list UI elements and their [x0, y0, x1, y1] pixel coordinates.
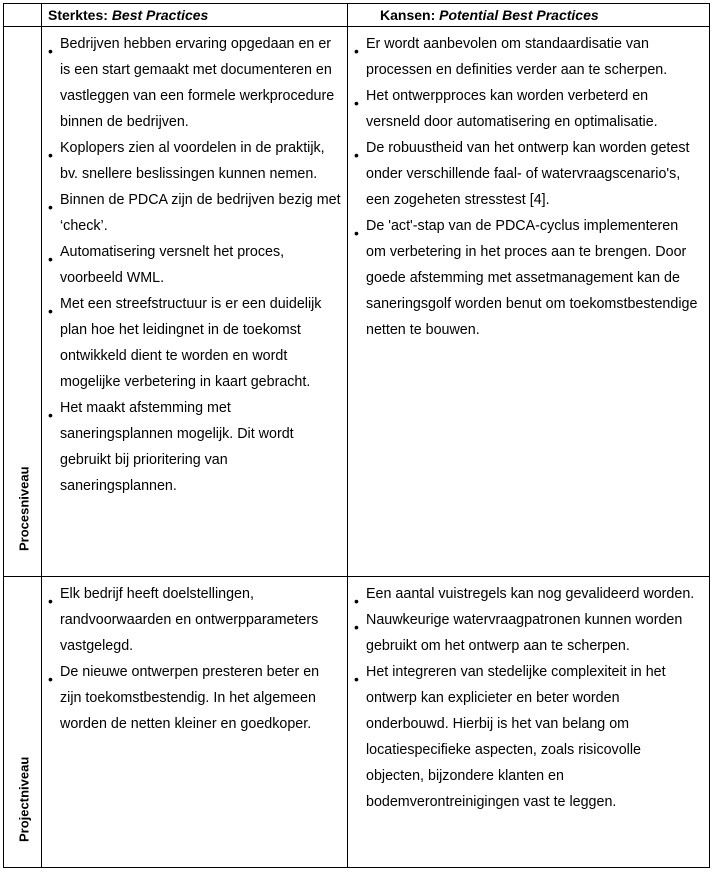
kansen-list [348, 27, 709, 343]
row-label-cell [4, 27, 42, 577]
header-kansen-prefix: Kansen: [380, 7, 440, 23]
list-item-text: Bedrijven hebben ervaring opgedaan en er is een start gemaakt met documenteren en vastleggen van een formele werkprocedure binnen de bedrijven. [60, 36, 335, 130]
list-item-text: Het ontwerpproces kan worden verbeterd en versneld door automatisering en optimalisatie. [366, 88, 658, 130]
list-item [48, 31, 341, 135]
row-projectniveau [4, 577, 710, 868]
list-item [354, 659, 701, 815]
list-item [48, 395, 341, 499]
header-empty-cell [4, 4, 42, 27]
bullet-icon: • [354, 147, 359, 163]
bullet-icon: • [48, 303, 53, 319]
header-kansen-italic: Potential Best Practices [439, 7, 599, 23]
row-procesniveau [4, 27, 710, 577]
list-item-text: Koplopers zien al voordelen in de praktijk, bv. snellere beslissingen kunnen nemen. [60, 140, 325, 182]
list-item [354, 607, 701, 659]
header-sterktes-prefix: Sterktes: [48, 7, 112, 23]
sterktes-list [42, 27, 347, 499]
list-item [354, 135, 701, 213]
header-kansen [348, 4, 710, 27]
list-item-text: De 'act'-stap van de PDCA-cyclus implementeren om verbetering in het proces aan te brengen. Door goede afstemming met assetmanagement kan de saneringsgolf worden benut om toekomstbestendige netten te bouwen. [366, 218, 698, 338]
bullet-icon: • [354, 225, 359, 241]
bullet-icon: • [354, 619, 359, 635]
bullet-icon: • [48, 671, 53, 687]
list-item-text: Binnen de PDCA zijn de bedrijven bezig met ‘check’. [60, 192, 341, 234]
list-item-text: Met een streefstructuur is er een duidelijk plan hoe het leidingnet in de toekomst ontwikkeld dient te worden en wordt mogelijke verbetering in kaart gebracht. [60, 296, 322, 390]
bullet-icon: • [354, 43, 359, 59]
list-item-text: De robuustheid van het ontwerp kan worden getest onder verschillende faal- of watervraagscenario's, een zogeheten stresstest [4]. [366, 140, 690, 208]
list-item-text: Automatisering versnelt het proces, voorbeeld WML. [60, 244, 285, 286]
list-item [48, 291, 341, 395]
list-item-text: De nieuwe ontwerpen presteren beter en zijn toekomstbestendig. In het algemeen worden de netten kleiner en goedkoper. [60, 664, 320, 732]
kansen-cell [348, 27, 710, 577]
kansen-list [348, 577, 709, 815]
sterktes-cell [42, 577, 348, 868]
header-row [4, 4, 710, 27]
list-item [48, 581, 341, 659]
list-item [48, 187, 341, 239]
list-item [48, 659, 341, 737]
header-sterktes-italic: Best Practices [111, 7, 209, 23]
bullet-icon: • [48, 407, 53, 423]
list-item-text: Het integreren van stedelijke complexiteit in het ontwerp kan explicieter en beter worden onderbouwd. Hierbij is het van belang om locatiespecifieke aspecten, zoals risicovolle objecten, bijzondere klanten en bodemverontreinigingen vast te leggen. [366, 664, 666, 810]
list-item [354, 31, 701, 83]
row-label: Projectniveau [16, 756, 32, 842]
list-item-text: Een aantal vuistregels kan nog gevalideerd worden. [366, 586, 695, 602]
bullet-icon: • [48, 43, 53, 59]
bullet-icon: • [354, 671, 359, 687]
kansen-cell [348, 577, 710, 868]
list-item-text: Nauwkeurige watervraagpatronen kunnen worden gebruikt om het ontwerp aan te scherpen. [366, 612, 683, 654]
bullet-icon: • [354, 95, 359, 111]
header-sterktes [42, 4, 348, 27]
list-item-text: Er wordt aanbevolen om standaardisatie van processen en definities verder aan te scherpen. [366, 36, 668, 78]
bullet-icon: • [48, 199, 53, 215]
bullet-icon: • [48, 251, 53, 267]
row-label: Procesniveau [16, 466, 32, 551]
list-item-text: Het maakt afstemming met saneringsplannen mogelijk. Dit wordt gebruikt bij prioritering van saneringsplannen. [60, 400, 294, 494]
list-item [354, 83, 701, 135]
list-item [354, 581, 701, 609]
sterktes-list [42, 577, 347, 737]
row-label-cell [4, 577, 42, 868]
sterktes-cell [42, 27, 348, 577]
bullet-icon: • [354, 593, 359, 609]
best-practices-table [3, 3, 710, 868]
list-item-text: Elk bedrijf heeft doelstellingen, randvoorwaarden en ontwerpparameters vastgelegd. [60, 586, 319, 654]
list-item [48, 135, 341, 187]
list-item [354, 213, 701, 343]
bullet-icon: • [48, 593, 53, 609]
list-item [48, 239, 341, 291]
bullet-icon: • [48, 147, 53, 163]
